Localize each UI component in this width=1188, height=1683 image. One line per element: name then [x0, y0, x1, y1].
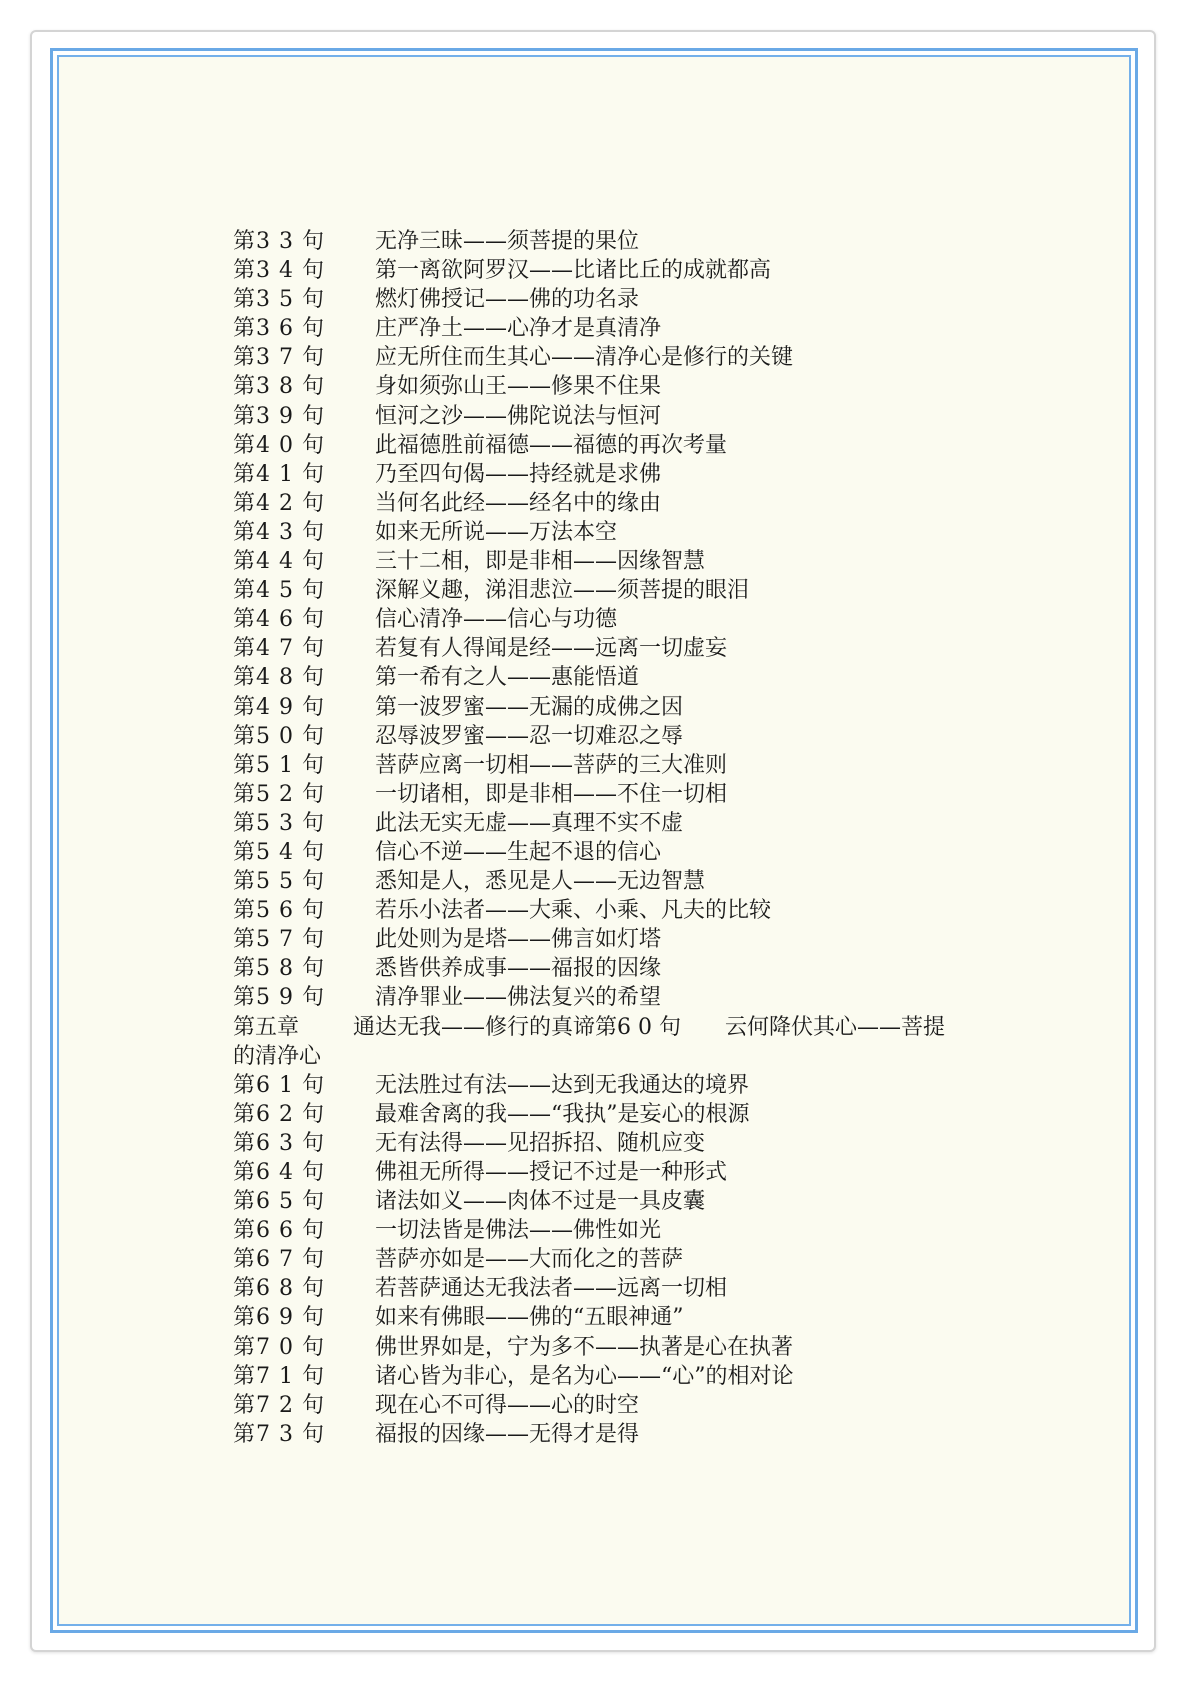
toc-entry — [233, 722, 1053, 751]
entry-number: 第6 9 句 — [233, 1305, 325, 1331]
entry-title: 应无所住而生其心——清净心是修行的关键 — [375, 345, 794, 371]
entry-title: 佛世界如是，宁为多不——执著是心在执著 — [375, 1334, 794, 1360]
entry-title: 恒河之沙——佛陀说法与恒河 — [375, 403, 662, 429]
toc-entry — [233, 285, 1053, 314]
entry-title: 诸心皆为非心，是名为心——“心”的相对论 — [375, 1363, 794, 1389]
entry-number: 第4 7 句 — [233, 636, 325, 662]
toc-list-part-1 — [233, 227, 1053, 1013]
entry-number: 第6 4 句 — [233, 1160, 325, 1185]
entry-title: 信心清净——信心与功德 — [375, 607, 618, 633]
entry-number: 第5 5 句 — [233, 869, 325, 895]
entry-number: 第4 8 句 — [233, 665, 325, 691]
toc-entry — [233, 1274, 1053, 1303]
entry-number: 第4 0 句 — [233, 432, 325, 458]
toc-entry — [233, 227, 1053, 256]
entry-title: 无净三昧——须菩提的果位 — [375, 229, 640, 254]
entry-number: 第7 2 句 — [233, 1392, 325, 1418]
toc-entry — [233, 809, 1053, 838]
toc-entry — [233, 431, 1053, 460]
entry-title: 若乐小法者——大乘、小乘、凡夫的比较 — [375, 898, 772, 924]
entry-number: 第3 8 句 — [233, 374, 325, 400]
entry-number: 第6 6 句 — [233, 1218, 325, 1244]
entry-number: 第5 2 句 — [233, 781, 325, 807]
entry-number: 第4 1 句 — [233, 461, 325, 487]
toc-entry — [233, 1129, 1053, 1158]
toc-entry — [233, 1245, 1053, 1274]
entry-number: 第5 4 句 — [233, 839, 325, 865]
toc-entry — [233, 1187, 1053, 1216]
entry-title: 福报的因缘——无得才是得 — [375, 1421, 640, 1447]
toc-entry — [233, 896, 1053, 925]
toc-entry — [233, 372, 1053, 401]
toc-entry — [233, 460, 1053, 489]
entry-title: 当何名此经——经名中的缘由 — [375, 490, 662, 516]
entry-number: 第5 7 句 — [233, 927, 325, 953]
entry-number: 第4 9 句 — [233, 694, 325, 720]
chapter-text: 通达无我——修行的真谛第6 0 句 云何降伏其心——菩提 — [353, 1014, 945, 1040]
entry-title: 菩萨应离一切相——菩萨的三大准则 — [375, 752, 728, 778]
toc-entry — [233, 954, 1053, 983]
entry-title: 乃至四句偈——持经就是求佛 — [375, 461, 662, 487]
entry-title: 悉知是人，悉见是人——无边智慧 — [375, 869, 706, 895]
entry-title: 此福德胜前福德——福德的再次考量 — [375, 432, 728, 458]
entry-title: 最难舍离的我——“我执”是妄心的根源 — [375, 1101, 750, 1127]
entry-title: 三十二相，即是非相——因缘智慧 — [375, 549, 706, 575]
entry-title: 信心不逆——生起不退的信心 — [375, 839, 662, 865]
toc-entry — [233, 867, 1053, 896]
entry-number: 第3 9 句 — [233, 403, 325, 429]
entry-title: 庄严净土——心净才是真清净 — [375, 316, 662, 342]
toc-entry — [233, 1100, 1053, 1129]
toc-entry — [233, 518, 1053, 547]
chapter-heading — [233, 1013, 1053, 1042]
entry-number: 第3 4 句 — [233, 258, 325, 284]
toc-entry — [233, 605, 1053, 634]
toc-entry — [233, 1158, 1053, 1187]
toc-entry — [233, 256, 1053, 285]
toc-entry — [233, 343, 1053, 372]
page-border — [50, 48, 1138, 1633]
entry-number: 第6 3 句 — [233, 1130, 325, 1156]
entry-title: 悉皆供养成事——福报的因缘 — [375, 956, 662, 982]
entry-title: 第一离欲阿罗汉——比诸比丘的成就都高 — [375, 258, 772, 284]
entry-number: 第7 3 句 — [233, 1421, 325, 1447]
entry-title: 燃灯佛授记——佛的功名录 — [375, 287, 640, 313]
toc-entry — [233, 547, 1053, 576]
entry-number: 第4 3 句 — [233, 519, 325, 545]
toc-entry — [233, 1391, 1053, 1420]
entry-title: 诸法如义——肉体不过是一具皮囊 — [375, 1189, 706, 1215]
toc-entry — [233, 1216, 1053, 1245]
entry-number: 第4 6 句 — [233, 607, 325, 633]
entry-number: 第4 2 句 — [233, 490, 325, 516]
entry-title: 身如须弥山王——修果不住果 — [375, 374, 662, 400]
page-inner-border — [57, 55, 1131, 1626]
entry-title: 菩萨亦如是——大而化之的菩萨 — [375, 1247, 684, 1273]
entry-title: 无法胜过有法——达到无我通达的境界 — [375, 1072, 750, 1098]
toc-entry — [233, 751, 1053, 780]
entry-number: 第7 1 句 — [233, 1363, 325, 1389]
entry-title: 一切法皆是佛法——佛性如光 — [375, 1218, 662, 1244]
toc-entry — [233, 1071, 1053, 1100]
toc-entry — [233, 314, 1053, 343]
entry-title: 忍辱波罗蜜——忍一切难忍之辱 — [375, 723, 684, 749]
entry-number: 第5 6 句 — [233, 898, 325, 924]
entry-number: 第5 0 句 — [233, 723, 325, 749]
entry-number: 第3 7 句 — [233, 345, 325, 371]
entry-title: 此法无实无虚——真理不实不虚 — [375, 810, 684, 836]
entry-number: 第5 9 句 — [233, 985, 325, 1011]
entry-title: 佛祖无所得——授记不过是一种形式 — [375, 1160, 728, 1185]
entry-title: 一切诸相，即是非相——不住一切相 — [375, 781, 728, 807]
entry-number: 第3 5 句 — [233, 287, 325, 313]
entry-number: 第3 6 句 — [233, 316, 325, 342]
toc-entry — [233, 1420, 1053, 1449]
entry-number: 第4 4 句 — [233, 549, 325, 575]
entry-title: 如来有佛眼——佛的“五眼神通” — [375, 1305, 684, 1331]
toc-entry — [233, 838, 1053, 867]
toc-entry — [233, 1362, 1053, 1391]
entry-title: 如来无所说——万法本空 — [375, 519, 618, 545]
entry-title: 清净罪业——佛法复兴的希望 — [375, 985, 662, 1011]
toc-entry — [233, 489, 1053, 518]
entry-number: 第4 5 句 — [233, 578, 325, 604]
toc-entry — [233, 402, 1053, 431]
entry-title: 若复有人得闻是经——远离一切虚妄 — [375, 636, 728, 662]
chapter-text-wrap: 的清净心 — [233, 1043, 322, 1069]
toc-entry — [233, 1333, 1053, 1362]
toc-list-part-2 — [233, 1071, 1053, 1449]
toc-entry — [233, 693, 1053, 722]
entry-title: 若菩萨通达无我法者——远离一切相 — [375, 1276, 728, 1302]
entry-number: 第6 7 句 — [233, 1247, 325, 1273]
entry-title: 第一希有之人——惠能悟道 — [375, 665, 640, 691]
toc-entry — [233, 780, 1053, 809]
entry-number: 第7 0 句 — [233, 1334, 325, 1360]
entry-number: 第5 8 句 — [233, 956, 325, 982]
entry-title: 深解义趣，涕泪悲泣——须菩提的眼泪 — [375, 578, 750, 604]
table-of-contents — [233, 227, 1053, 1449]
entry-number: 第6 5 句 — [233, 1189, 325, 1215]
entry-number: 第5 1 句 — [233, 752, 325, 778]
toc-entry — [233, 925, 1053, 954]
entry-number: 第6 8 句 — [233, 1276, 325, 1302]
entry-title: 第一波罗蜜——无漏的成佛之因 — [375, 694, 684, 720]
entry-title: 无有法得——见招拆招、随机应变 — [375, 1130, 706, 1156]
entry-number: 第6 1 句 — [233, 1072, 325, 1098]
entry-title: 现在心不可得——心的时空 — [375, 1392, 640, 1418]
toc-entry — [233, 983, 1053, 1012]
entry-number: 第3 3 句 — [233, 229, 325, 254]
entry-number: 第5 3 句 — [233, 810, 325, 836]
toc-entry — [233, 576, 1053, 605]
toc-entry — [233, 634, 1053, 663]
entry-number: 第6 2 句 — [233, 1101, 325, 1127]
entry-title: 此处则为是塔——佛言如灯塔 — [375, 927, 662, 953]
toc-entry — [233, 663, 1053, 692]
chapter-label: 第五章 — [233, 1014, 300, 1040]
toc-entry — [233, 1303, 1053, 1332]
